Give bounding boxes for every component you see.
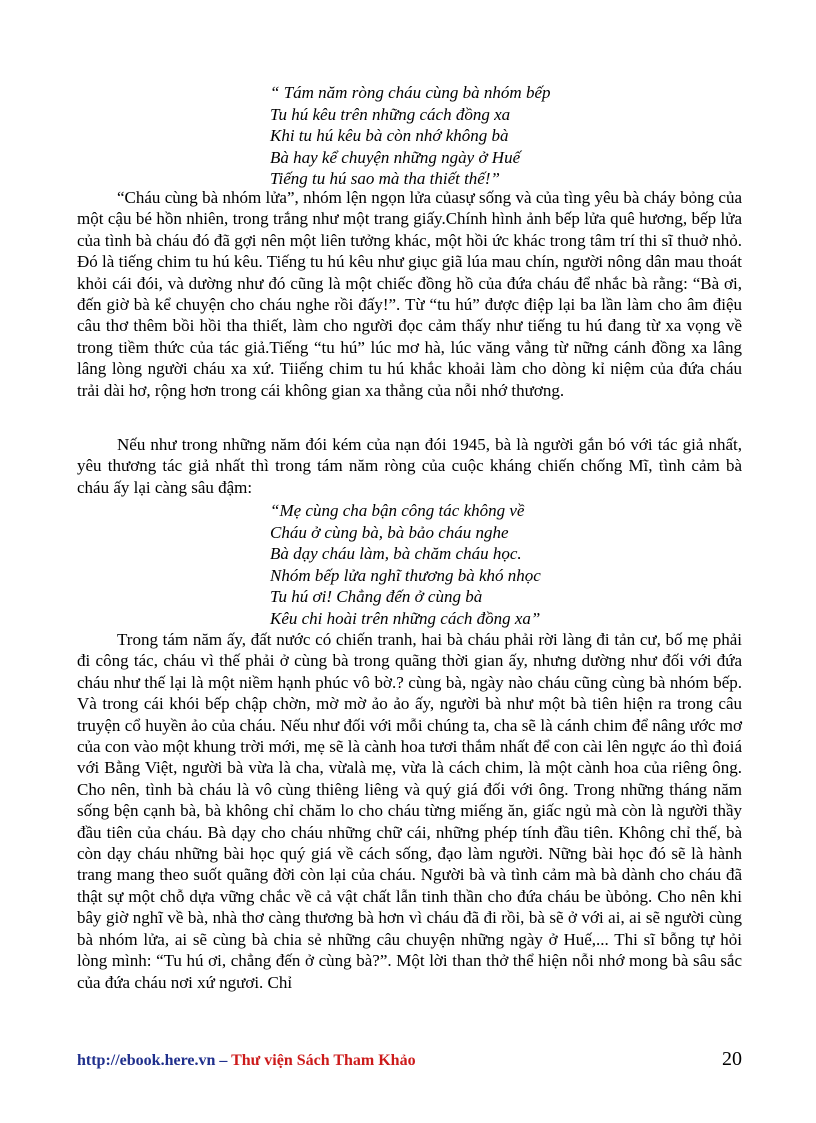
poem-stanza-2 <box>270 500 541 630</box>
poem-line: Khi tu hú kêu bà còn nhớ không bà <box>270 126 509 146</box>
poem-line: Bà hay kể chuyện những ngày ở Huế <box>270 147 521 167</box>
footer-link[interactable]: http://ebook.here.vn <box>77 1052 216 1069</box>
poem-line: Nhóm bếp lửa nghĩ thương bà khó nhọc <box>270 565 541 585</box>
paragraph-2: Nếu như trong những năm đói kém của nạn đói 1945, bà là người gắn bó với tác giả nhất, yêu thương tác giả nhất thì trong tám năm ròng của cuộc kháng chiến chống Mĩ, tình cảm bà cháu ấy lại càng sâu đậm: <box>77 435 742 497</box>
poem-line: Tu hú ơi! Chẳng đến ở cùng bà <box>270 587 483 607</box>
paragraph-3: Trong tám năm ấy, đất nước có chiến tranh, hai bà cháu phải rời làng đi tản cư, bố mẹ phải đi công tác, cháu vì thế phải ở cùng bà trong quãng thời gian ấy, nhưng dường như đối với đứa cháu như thế lại là một niềm hạnh phúc vô bờ.? cùng bà, ngày nào cháu cũng cùng bà nhóm bếp. Và trong cái khói bếp chập chờn, mờ mờ ảo ảo ấy, người bà như một bà tiên hiện ra trong câu truyện cổ huyền ảo của cháu. Nếu như đối với mỗi chúng ta, cha sẽ là cánh chim để nâng ước mơ của con vào một khung trời mới, mẹ sẽ là cành hoa tươi thắm nhất để con cài lên ngực áo thì đoiá với Bằng Việt, người bà vừa là cha, vừalà mẹ, vừa là cách chim, là một cành hoa của riêng ông. Cho nên, tình bà cháu là vô cùng thiêng liêng và quý giá đối với ông. Trong những tháng năm sống bện cạnh bà, bà không chỉ chăm lo cho cháu từng miếng ăn, giấc ngủ mà còn là người thầy đầu tiên của cháu. Bà dạy cho cháu những chữ cái, những phép tính đầu tiên. Không chỉ thế, bà còn dạy cháu những bài học quý giá về cách sống, đạo làm người. Nững bài học đó sẽ là hành trang mang theo suốt quãng đời còn lại của cháu. Người bà và tình cảm mà bà dành cho cháu đã thật sự một chỗ dựa vững chắc về cả vật chất lẫn tinh thần cho đứa cháu be ùbỏng. Cho nên khi bây giờ nghĩ về bà, nhà thơ càng thương bà hơn vì cháu đã đi rồi, bà sẽ ở với ai, ai sẽ người cùng bà nhóm lửa, ai sẽ cùng bà chia sẻ những câu chuyện những ngày ở Huế,... Thi sĩ bỗng tự hỏi lòng mình: “Tu hú ơi, chẳng đến ở cùng bà?”. Một lời than thở thể hiện nỗi nhớ mong bà sâu sắc của đứa cháu nơi xứ ngươi. Chỉ <box>77 630 742 992</box>
poem-line: Tiếng tu hú sao mà tha thiết thế!” <box>270 169 500 189</box>
poem-stanza-1 <box>270 82 551 190</box>
poem-line: “ Tám năm ròng cháu cùng bà nhóm bếp <box>270 83 551 102</box>
footer-separator: – <box>215 1052 232 1069</box>
poem-line: Kêu chi hoài trên những cách đồng xa” <box>270 608 541 628</box>
poem-line: Cháu ở cùng bà, bà bảo cháu nghe <box>270 522 509 542</box>
poem-line: Tu hú kêu trên những cách đồng xa <box>270 104 511 124</box>
paragraph-1: “Cháu cùng bà nhóm lửa”, nhóm lện ngọn lửa củasự sống và của tìng yêu bà cháy bỏng của một cậu bé hồn nhiên, trong trắng như một trang giấy.Chính hình ảnh bếp lửa quê hương, bếp lửa của tình bà cháu đó đã gợi nên một liên tưởng khác, một hồi ức khác trong tâm trí thi sĩ thuở nhỏ. Đó là tiếng chim tu hú kêu. Tiếng tu hú kêu như giục giã lúa mau chín, người nông dân mau thoát khỏi cái đói, và dường như đó cũng là một chiếc đồng hồ của đứa cháu để nhắc bà rằng: “Bà ơi, đến giờ bà kể chuyện cho cháu nghe rồi đấy!”. Từ “tu hú” được điệp lại ba lần làm cho âm điệu câu thơ thêm bồi hồi tha thiết, làm cho người đọc cảm thấy như tiếng tu hú đang từ xa vọng về trong tiềm thức của tác giả.Tiếng “tu hú” lúc mơ hà, lúc văng vẳng từ nững cánh đồng xa lâng lâng lòng người cháu xa xứ. Tiiếng chim tu hú khắc khoải làm cho dòng kỉ niệm của đứa cháu trải dài hơ, rộng hơn trong cái không gian xa thẳng của nỗi nhớ thương. <box>77 188 742 400</box>
page-footer <box>77 1048 742 1070</box>
poem-line: “Mẹ cùng cha bận công tác không về <box>270 501 525 520</box>
footer-library-name: Thư viện Sách Tham Khảo <box>231 1052 416 1069</box>
poem-line: Bà dạy cháu làm, bà chăm cháu học. <box>270 544 522 564</box>
page-number: 20 <box>722 1048 742 1070</box>
